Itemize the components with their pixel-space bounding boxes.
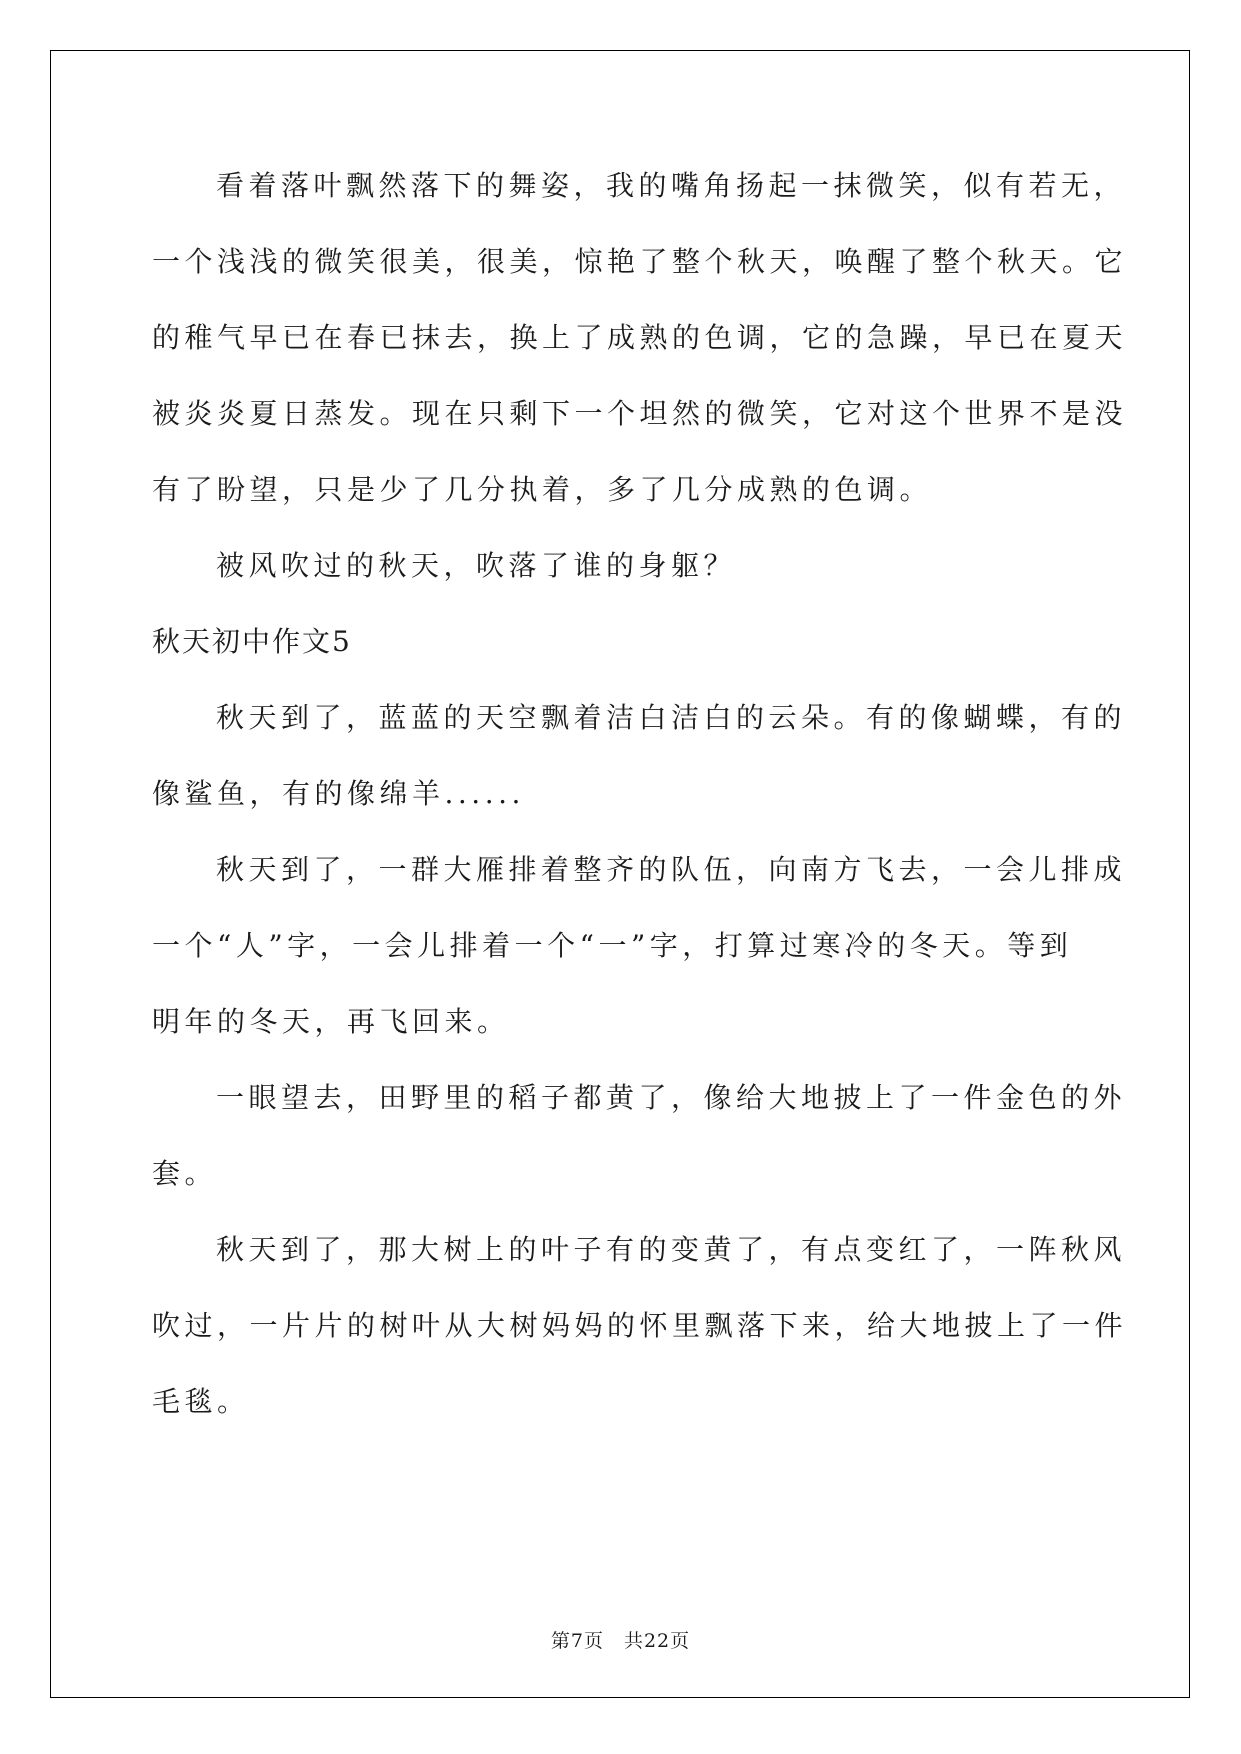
paragraph-line: 毛毯。 <box>152 1385 250 1418</box>
paragraph-line: 一个浅浅的微笑很美，很美，惊艳了整个秋天，唤醒了整个秋天。它 <box>152 245 1128 278</box>
paragraph-line: 被炎炎夏日蒸发。现在只剩下一个坦然的微笑，它对这个世界不是没 <box>152 397 1128 430</box>
paragraph-line: 秋天到了，一群大雁排着整齐的队伍，向南方飞去，一会儿排成 <box>216 853 1127 886</box>
paragraph-line: 套。 <box>152 1157 218 1190</box>
paragraph-line: 秋天到了，那大树上的叶子有的变黄了，有点变红了，一阵秋风 <box>216 1233 1127 1266</box>
paragraph-line: 像鲨鱼，有的像绵羊...... <box>152 777 525 810</box>
paragraph-line: 有了盼望，只是少了几分执着，多了几分成熟的色调。 <box>152 473 933 506</box>
paragraph-line: 吹过，一片片的树叶从大树妈妈的怀里飘落下来，给大地披上了一件 <box>152 1309 1128 1342</box>
paragraph-line: 的稚气早已在春已抹去，换上了成熟的色调，它的急躁，早已在夏天 <box>152 321 1128 354</box>
paragraph-line: 秋天到了，蓝蓝的天空飘着洁白洁白的云朵。有的像蝴蝶，有的 <box>216 701 1127 734</box>
paragraph-line: 看着落叶飘然落下的舞姿，我的嘴角扬起一抹微笑，似有若无， <box>216 169 1127 202</box>
section-heading: 秋天初中作文5 <box>152 625 352 658</box>
paragraph-line: 一眼望去，田野里的稻子都黄了，像给大地披上了一件金色的外 <box>216 1081 1127 1114</box>
paragraph-line: 一个“人”字，一会儿排着一个“一”字，打算过寒冷的冬天。等到 <box>152 929 1073 962</box>
paragraph-line: 明年的冬天，再飞回来。 <box>152 1005 510 1038</box>
paragraph-line: 被风吹过的秋天，吹落了谁的身躯？ <box>216 549 737 582</box>
page-number-footer: 第7页 共22页 <box>550 1630 691 1652</box>
document-body <box>152 148 1128 1440</box>
